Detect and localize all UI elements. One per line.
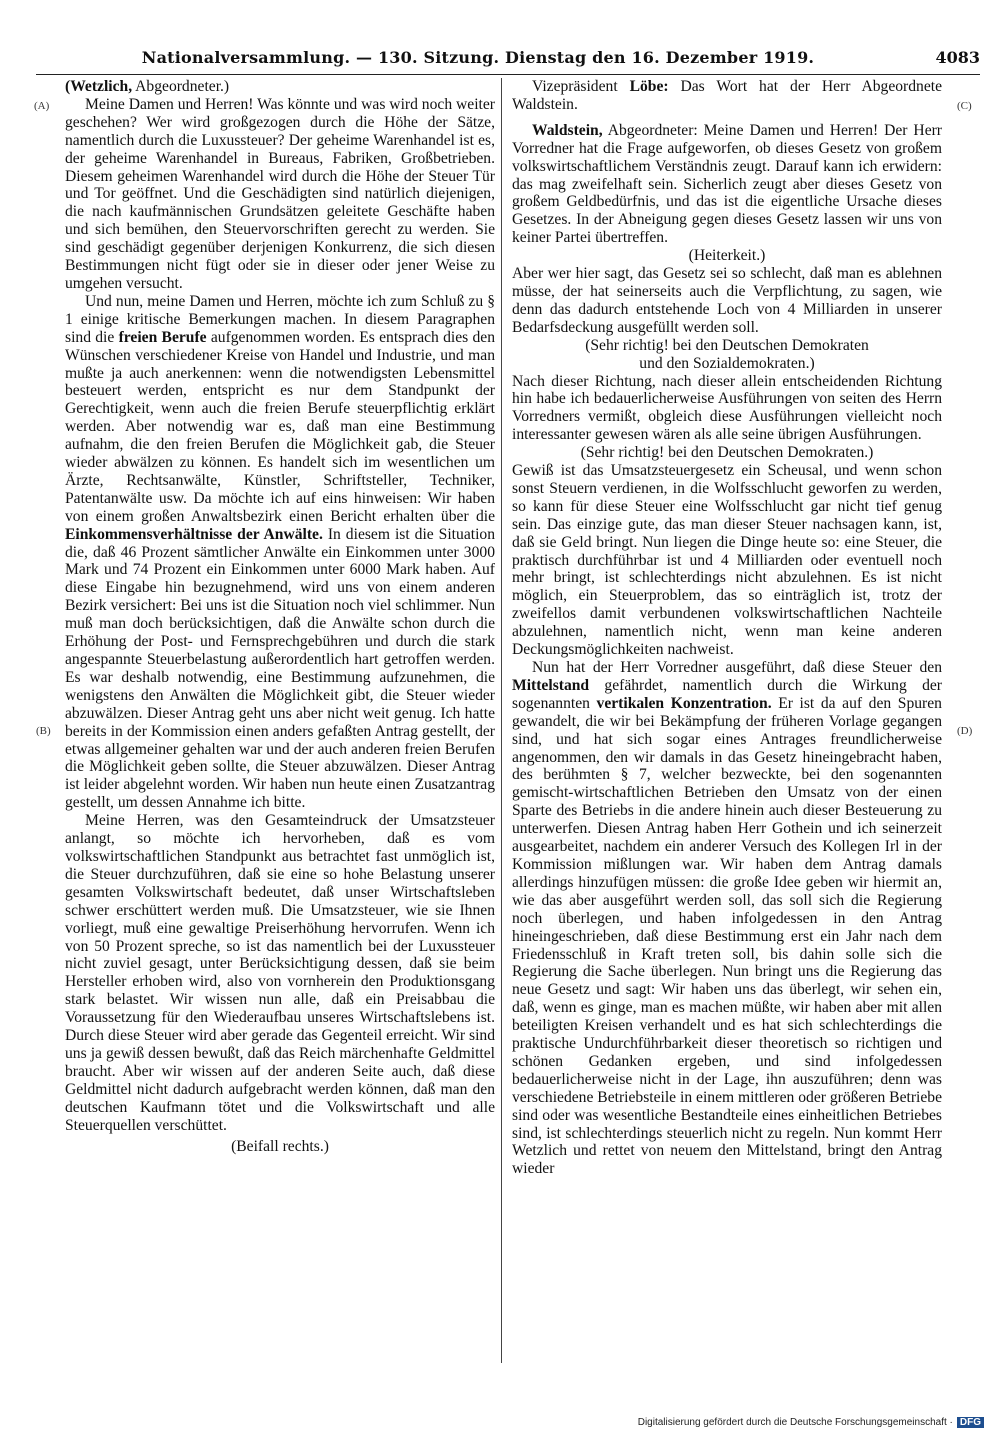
emphasis: vertikalen Konzentration. — [596, 694, 772, 712]
emphasis: Einkommensverhältnisse der Anwälte. — [65, 525, 323, 543]
interjection: (Sehr richtig! bei den Deutschen Demokraten — [585, 336, 869, 354]
text-run: gefährdet, namentlich durch die Wirkung der sogenannten — [512, 676, 942, 712]
speaker-name: Waldstein, — [532, 121, 603, 139]
running-title: Nationalversammlung. — 130. Sitzung. Dienstag den 16. Dezember 1919. — [141, 48, 815, 67]
left-column — [65, 78, 495, 1378]
speaker-continuation — [65, 78, 495, 96]
interjection: (Sehr richtig! bei den Deutschen Demokraten.) — [580, 444, 874, 462]
paragraph — [512, 659, 942, 1178]
page-header — [36, 48, 980, 75]
paragraph — [512, 122, 942, 247]
margin-marker-a: (A) — [34, 100, 50, 112]
right-column — [512, 78, 942, 1378]
margin-marker-c: (C) — [957, 100, 972, 112]
text-run: In diesem ist die Situation die, daß 46 Prozent sämtlicher Anwälte ein Einkommen unter 3000 Mark und 74 Prozent ein Einkommen unter 6000 Mark haben. Auf diese Eingabe hin bezugnehmend, wird uns von einem anderen Bezirk versichert: Bei uns ist die Situation noch viel schlimmer. Nun muß man doch berücksichtigen, daß die Anwälte schon durch die Erhöhung der Post- und Fernsprechgebühren und durch die stark angespannte Steuerbelastung außerordentlich hart getroffen werden. Es war deshalb notwendig, eine Bestimmung aufzunehmen, die wenigstens den Anwälten die Möglichkeit gibt, die Steuer wieder abzuwälzen. Dieser Antrag geht uns aber nicht weit genug. Ich hatte bereits in der Kommission einen anders gefaßten Antrag gestellt, der etwas allgemeiner gehalten war und der auch anderen freien Berufen die Möglichkeit geben sollte, die Steuer abzuwälzen. Dieser Antrag ist leider abgelehnt worden. Wir haben nun heute einen Zusatzantrag gestellt, um dessen Annahme ich bitte. — [65, 525, 495, 812]
credit-text: Digitalisierung gefördert durch die Deutsche Forschungsgemeinschaft · — [637, 1417, 953, 1428]
interjection: und den Sozialdemokraten.) — [639, 354, 815, 372]
text-run: Nun hat der Herr Vorredner ausgeführt, daß diese Steuer den — [532, 659, 942, 676]
paragraph: Gewiß ist das Umsatzsteuergesetz ein Scheusal, und wenn schon sonst Steuern verdienen, in die Wolfsschlucht geworfen zu werden, so kann für diese Steuer eine Wolfsschlucht gar nicht tief genug sein. Das einzige gute, das man dieser Steuer nachsagen kann, ist, daß sie Geld bringt. Nun liegen die Dinge heute so: eine Steuer, die praktisch durchführbar ist und 4 Milliarden oder eventuell noch mehr bringt, ist schlechterdings nicht abzulehnen. Es ist nicht möglich, ein Steuerproblem, das so einträglich ist, trotz der zweifellos damit verbundenen volkswirtschaftlichen Nachteile abzulehnen, namentlich nicht, wenn man keine anderen Deckungsmöglichkeiten nachweist. — [512, 462, 942, 659]
paragraph: Meine Damen und Herren! Was könnte und was wird noch weiter geschehen? Wer wird großgezogen durch die Höhe der Sätze, namentlich durch die Luxussteuer? Der geheime Warenhandel ist es, der geheime Warenhandel in Bureaus, Fabriken, Großbetrieben. Diesem geheimen Warenhandel wird durch die Höhe der Steuer Tür und Tor geöffnet. Und die Geschädigten sind natürlich diejenigen, die nach kaufmännischen Grundsätzen geleitete Geschäfte haben und sich bemühen, den Steuervorschriften gerecht zu werden. Sie sind geschädigt gegenüber derjenigen Konkurrenz, die sich diesen Bestimmungen nicht fügt oder sie in dieser oder jener Weise zu umgehen versucht. — [65, 95, 495, 292]
paragraph: Aber wer hier sagt, das Gesetz sei so schlecht, daß man es ablehnen müsse, der hat seinerseits auch die Verpflichtung, zu sagen, wie denn das dadurch entstehende Loch von 4 Milliarden in unserer Bedarfsdeckung ausgefüllt werden soll. — [512, 265, 942, 336]
paragraph: Nach dieser Richtung, nach dieser allein entscheidenden Richtung hin habe ich bedauerlicherweise Ausführungen von seiten des Herrn Vorredners vermißt, obgleich diese Ausführungen vielleicht noch interessanter gewesen wären als alle seine übrigen Ausführungen. — [512, 372, 942, 444]
text-run: Abgeordneter: Meine Damen und Herren! Der Herr Vorredner hat die Frage aufgeworfen, ob dieses Gesetz von großem volkswirtschaftlichem Verständnis zeugt. Darauf kann ich erwidern: das mag zweifelhaft sein. Sicherlich zeugt aber dieses Gesetz von großem Geldbedürfnis, und das ist die eigentliche Ursache dieses Gesetzes. In der Abneigung gegen dieses Gesetz lassen wir uns von keiner Partei übertreffen. — [512, 121, 942, 247]
interjection: (Heiterkeit.) — [688, 247, 766, 265]
emphasis: Mittelstand — [512, 676, 590, 694]
speaker-name: Löbe: — [629, 78, 669, 95]
text-run: Und nun, meine Damen und Herren, möchte ich zum Schluß zu § 1 einige kritische Bemerkungen machen. In diesem Paragraphen sind die — [65, 292, 495, 346]
text-run: aufgenommen worden. Es entsprach dies den Wünschen verschiedener Kreise von Handel und Industrie, und man mußte ja auch anerkennen: wenn die notwendigsten Lebensmittel besteuert werden, entspricht es nur dem Standpunkt der Gerechtigkeit, wenn auch die freien Berufe steuerpflichtig erklärt werden. Aber notwendig war es, daß man eine Bestimmung aufnahm, die den freien Berufen die Möglichkeit gab, die Steuer wieder abwälzen zu können. Es handelt sich im wesentlichen um Ärzte, Rechtsanwälte, Künstler, Schriftsteller, Techniker, Patentanwälte usw. Da möchte ich auf eins hinweisen: Wir haben von einem großen Anwaltsbezirk einen Bericht erhalten über die — [65, 328, 495, 525]
speaker-role: Abgeordneter.) — [132, 78, 230, 95]
margin-marker-b: (B) — [36, 725, 51, 737]
text-run: Das Wort hat der Herr Abgeordnete Waldstein. — [512, 78, 942, 113]
dfg-logo-icon: DFG — [957, 1417, 984, 1428]
speaker-name: (Wetzlich, — [65, 78, 133, 95]
paragraph: Meine Herren, was den Gesamteindruck der Umsatzsteuer anlangt, so möchte ich hervorheben, daß es vom volkswirtschaftlichen Standpunkt aus betrachtet fast unmöglich ist, die Steuer durchzuführen, daß sie eine so hohe Belastung unserer gesamten Volkswirtschaft bedeutet, daß unser Wirtschaftsleben schwer erschüttert werden muß. Die Umsatzsteuer, wie sie Ihnen vorliegt, muß eine gewaltige Preiserhöhung hervorrufen. Wenn ich von 50 Prozent spreche, so ist das namentlich bei der Luxussteuer nicht zuviel gesagt, unter Berücksichtigung dessen, daß sie beim Hersteller erhoben wird, also von vornherein den Produktionsgang stark belastet. Wir wissen nun alle, daß ein Preisabbau die Voraussetzung für den Wiederaufbau unseres Wirtschaftslebens ist. Durch diese Steuer wird aber gerade das Gegenteil erreicht. Wir sind uns ja gewiß dessen bewußt, daß das Reich märchenhafte Geldmittel braucht. Aber wir wissen auf der anderen Seite auch, daß diese Geldmittel nicht dadurch aufgebracht werden können, daß man den deutschen Kaufmann tötet und die Volkswirtschaft und alle Steuerquellen verschüttet. — [65, 812, 495, 1134]
interjection: (Beifall rechts.) — [231, 1138, 329, 1156]
margin-marker-d: (D) — [957, 725, 973, 737]
paragraph — [65, 293, 495, 812]
text-run: Er ist da auf den Spuren gewandelt, die wir bei Bekämpfung der früheren Vorlage gegangen sind, und hat sich sogar eines Antrages freundlicherweise angenommen, den wir damals in das Gesetz hineingebracht haben, des berühmten § 7, welcher bezweckte, bei den sogenannten gemischt-wirtschaftlichen Betrieben den Umsatz von der einen Sparte des Betriebs in die andere hinein auch dieser Besteuerung zu unterwerfen. Diesen Antrag haben Herr Gothein und ich seinerzeit ausgearbeitet, nachdem ein anderer Versuch des Kollegen Irl in der Kommission mißlungen war. Wir haben dem Antrag damals allerdings hinzufügen müssen: die große Idee geben wir hiermit an, wie das aber ausgeführt werden soll, das soll sich die Regierung noch überlegen, und haben infolgedessen in den Antrag hineingeschrieben, daß diese Bestimmung erst ein Jahr nach dem Friedensschluß in Kraft treten soll, bis dahin solle sich die Regierung die Sache überlegen. Nun bringt uns die Regierung das neue Gesetz und sagt: Wir haben uns das überlegt, wir sehen ein, daß, wenn es ginge, man es machen müßte, wir haben aber mit allen beteiligten Kreisen verhandelt und es hat sich schlechterdings die praktische Undurchführbarkeit dieser theoretisch so richtigen und schönen Gedanken ergeben, und sind infolgedessen bedauerlicherweise nicht in der Lage, ihn auszuführen; denn was verschiedene Betriebsteile in einem mittleren oder größeren Betriebe sind oder was wesentliche Bestandteile eines einheitlichen Betriebes sind, ist schlechterdings steuerlich nicht zu regeln. Nun kommt Herr Wetzlich und rettet von neuem den Mittelstand, bringt den Antrag wieder — [512, 694, 942, 1178]
page-number: 4083 — [935, 48, 980, 67]
digitization-credit — [638, 1417, 984, 1428]
paragraph — [512, 78, 942, 114]
column-divider — [501, 78, 502, 1363]
text-run: Vizepräsident — [532, 78, 630, 95]
emphasis: freien Berufe — [118, 328, 207, 346]
